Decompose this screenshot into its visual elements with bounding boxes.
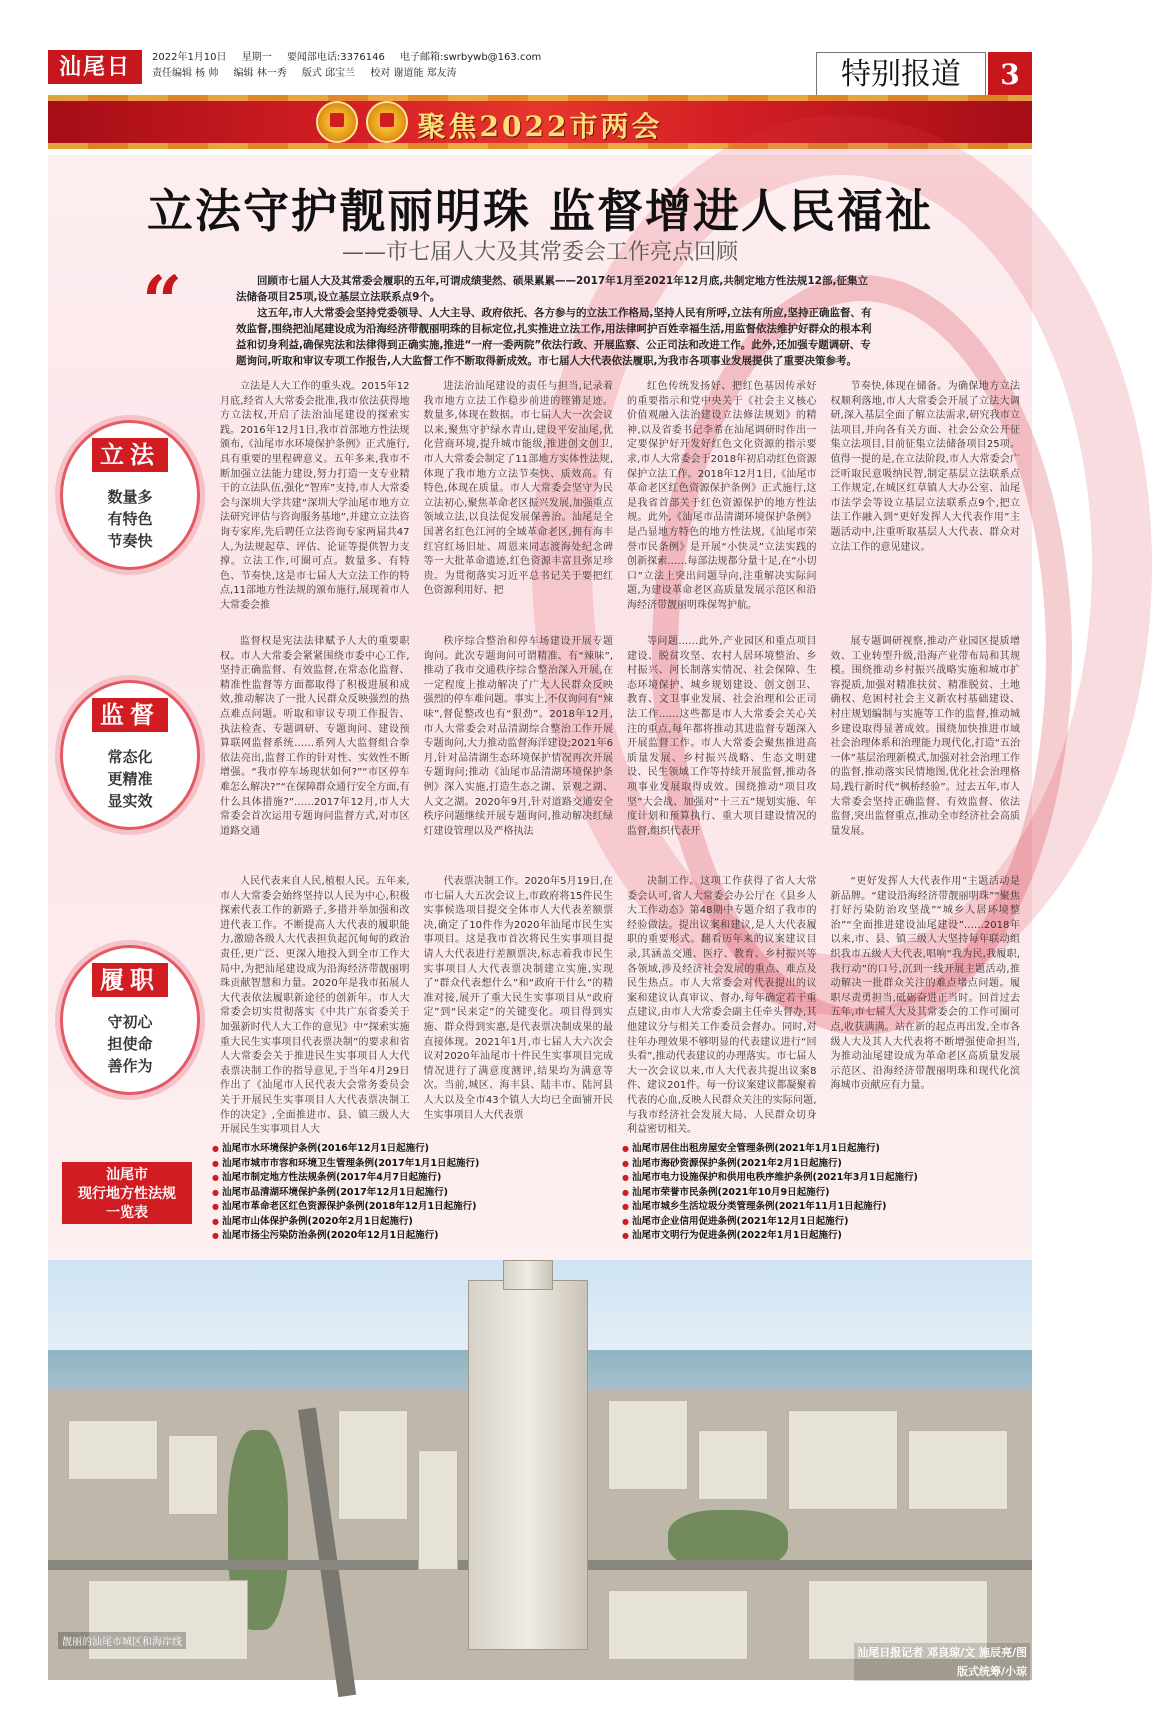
badge-line: 节奏快 — [107, 532, 153, 550]
section-badge-supervision — [60, 680, 200, 830]
laws-list-label — [62, 1162, 192, 1224]
body-column: 人民代表来自人民,植根人民。五年来,市人大常委会始终坚持以人民为中心,积极探索代表工作的新路子,多措并举加强和改进代表工作。不断提高人大代表的履职能力,激励各级人大代表担负起沉甸甸的政治责任,更广泛、更深入地投入到全市工作大局中,为把汕尾建设成为沿海经济带靓丽明珠贡献智慧和力量。2020年是我市拓展人大代表依法履职新途径的创新年。市人大常委会切实贯彻落实《中共广东省委关于加强新时代人大工作的意见》中“探索实施重大民生实事项目代表票决制”的要求和省人大常委会关于推进民生实事项目人大代表票决制工作的指导意见,于当年4月29日作出了《汕尾市人民代表大会常务委员会关于开展民生实事项目人大代表票决制工作的决定》,全面推进市、县、镇三级人大开展民生实事项目人大 — [220, 876, 410, 1136]
section-badge-legislation — [60, 420, 200, 570]
photo-caption: 靓丽的汕尾市城区和海岸线 — [58, 1632, 186, 1649]
list-item: ● 汕尾市革命老区红色资源保护条例(2018年12月1日起施行) — [212, 1200, 602, 1215]
intro-paragraph: 这五年,市人大常委会坚持党委领导、人大主导、政府依托、各方参与的立法工作格局,坚持人民有所呼,立法有所应,坚持正确监督、有效监督,围绕把汕尾建设成为沿海经济带靓丽明珠的目标定位,扎实推进立法工作,用法律呵护百姓幸福生活,用监督依法维护好群众的根本利益和切身利益,确保宪法和法律得到正确实施,推进“一府一委两院”依法行政、开展监察、公正司法和改进工作。此外,还加强专题调研、专题询问,听取和审议专项工作报告,人大监督工作不断取得新成效。市七届人大代表依法履职,为我市各项事业发展提供了重要决策参考。 — [236, 307, 872, 367]
intro-paragraph: 回顾市七届人大及其常委会履职的五年,可谓成绩斐然、硕果累累——2017年1月至2021年12月底,共制定地方性法规12部,征集立法储备项目25项,设立基层立法联系点9个。 — [236, 275, 868, 303]
body-column: 代表票决制工作。2020年5月19日,在市七届人大五次会议上,市政府将15件民生实事候选项目提交全体市人大代表差额票决,确定了10件作为2020年汕尾市民生实事项目。这是我市首次将民生实事项目提请人大代表进行差额票决,标志着我市民生实事项目人大代表票决制建立实施,实现了“群众代表想什么”和“政府干什么”的精准对接,展开了重大民生实事项目从“政府定”到“民来定”的关键变化。项目得到实施、群众得到实惠,是代表票决制成果的最直接体现。2021年1月,市七届人大六次会议对2020年汕尾市十件民生实事项目完成情况进行了满意度测评,结果均为满意等次。当前,城区、海丰县、陆丰市、陆河县人大以及全市43个镇人大均已全面铺开民生实事项目人大代表票 — [423, 876, 613, 1121]
badge-line: 常态化 — [107, 748, 153, 766]
banner-title: 聚焦2022市两会 — [417, 110, 663, 143]
list-item: ● 汕尾市城市市容和环境卫生管理条例(2017年1月1日起施行) — [212, 1157, 602, 1172]
list-item: ● 汕尾市城乡生活垃圾分类管理条例(2021年11月1日起施行) — [622, 1200, 1012, 1215]
section-tag: 监督 — [92, 698, 168, 732]
issue-date: 2022年1月10日 — [152, 52, 227, 63]
list-item: ● 汕尾市文明行为促进条例(2022年1月1日起施行) — [622, 1229, 1012, 1244]
label-line: 一览表 — [106, 1205, 148, 1221]
list-item: ● 汕尾市制定地方性法规条例(2017年4月7日起施行) — [212, 1171, 602, 1186]
desk-phone: 要闻部电话:3376146 — [286, 52, 385, 63]
duty-text — [220, 875, 1020, 1136]
body-column: 秩序综合整治和停车场建设开展专题询问。此次专题询问可谓精准、有“辣味”,推动了我市交通秩序综合整治深入开展,在一定程度上推动解决了广大人民群众反映强烈的停车难问题。事实上,不仅询问有“辣味”,督促整改也有“狠劲”。2018年12月,市人大常委会对品清湖综合整治工作开展专题询问,大力推动监督海洋建设;2021年6月,针对品清湖生态环境保护情况再次开展专题询问;推动《汕尾市品清湖环境保护条例》深入实施,打造生态之湖、景观之湖、人文之湖。2020年9月,针对道路交通安全秩序问题继续开展专题询问,推动解决红绿灯建设管理以及严格执法 — [423, 636, 613, 837]
page-editor: 编辑 林一秀 — [233, 68, 287, 79]
list-item: ● 汕尾市扬尘污染防治条例(2020年12月1日起施行) — [212, 1229, 602, 1244]
subheadline: ——市七届人大及其常委会工作亮点回顾 — [341, 240, 738, 265]
list-item: ● 汕尾市企业信用促进条例(2021年12月1日起施行) — [622, 1215, 1012, 1230]
section-name: 特别报道 — [816, 52, 986, 98]
label-line: 现行地方性法规 — [78, 1186, 176, 1202]
page-designer: 版式 邱宝兰 — [301, 68, 356, 79]
article-intro — [236, 273, 876, 369]
headline: 立法守护靓丽明珠 监督增进人民福祉 — [146, 184, 933, 238]
laws-list-left — [212, 1142, 602, 1244]
list-item: ● 汕尾市电力设施保护和供用电秩序维护条例(2021年3月1日起施行) — [622, 1171, 1012, 1186]
laws-list-right — [622, 1142, 1012, 1244]
body-column: “更好发挥人大代表作用”主题活动是新品牌。“建设沿海经济带靓丽明珠”“聚焦打好污染防治攻坚战”“城乡人居环境整治”“全面推进建设汕尾建设”……2018年以来,市、县、镇三级人大坚持每年联动组织我市五级人大代表,唱响“我为民,我履职,我行动”的口号,沉到一线开展主题活动,推动解决一批群众关注的难点堵点问题。履职尽责勇担当,砥砺奋进正当时。回首过去五年,市七届人大及其常委会的工作可圈可点,收获满满。站在新的起点再出发,全市各级人大及其人大代表将不断增强使命担当,为推动汕尾建设成为革命老区高质量发展示范区、沿海经济带靓丽明珠和现代化滨海城市贡献应有力量。 — [830, 876, 1020, 1092]
city-aerial-photo — [48, 1260, 1032, 1680]
masthead — [48, 48, 1032, 92]
section-badge-duty — [60, 945, 200, 1095]
issue-meta — [152, 50, 553, 82]
badge-line: 守初心 — [107, 1013, 153, 1031]
badge-line: 担使命 — [107, 1035, 153, 1053]
body-column: 红色传统发扬好、把红色基因传承好的重要指示和党中央关于《社会主义核心价值观融入法治建设立法修法规划》的精神,以及省委书记李希在汕尾调研时作出一定要保护好开发好红色文化资源的指示要求,市人大常委会于2018年初启动红色资源保护立法工作。2018年12月1日,《汕尾市革命老区红色资源保护条例》正式施行,这是我省首部关于红色资源保护的地方性法规。此外,《汕尾市品清湖环境保护条例》是凸显地方特色的地方性法规,《汕尾市荣誉市民条例》是开展“小快灵”立法实践的创新探索……每部法规都分量十足,在“小切口”立法上突出问题导向,注重解决实际问题,为建设革命老区高质量发展示范区和沿海经济带靓丽明珠保驾护航。 — [627, 381, 817, 611]
badge-line: 更精准 — [107, 770, 153, 788]
body-column: 进法治汕尾建设的责任与担当,记录着我市地方立法工作稳步前进的铿锵足迹。数量多,体现在数据。市七届人大一次会议以来,聚焦守护绿水青山,建设平安汕尾,优化营商环境,提升城市能级,推进创文创卫,市人大常委会制定了11部地方实体性法规,体现了我市地方立法节奏快、质效高。有特色,体现在质量。市人大常委会坚守为民立法初心,聚焦革命老区振兴发展,加强重点领域立法,以良法促发展保善治。汕尾是全国著名红色江河的全域革命老区,拥有海丰红宫红场旧址、周恩来同志渡海处纪念碑等一大批革命遗迹,红色资源丰富且弥足珍贵。为贯彻落实习近平总书记关于要把红色资源利用好、把 — [423, 381, 613, 597]
desk-email: 电子邮箱:swrbywb@163.com — [400, 52, 542, 63]
section-tag: 履职 — [92, 963, 168, 997]
proofreader: 校对 谢道能 郑友涛 — [370, 68, 457, 79]
quote-mark-icon: “ — [142, 260, 183, 343]
badge-line: 善作为 — [107, 1057, 153, 1075]
list-item: ● 汕尾市荣誉市民条例(2021年10月9日起施行) — [622, 1186, 1012, 1201]
body-column: 展专题调研视察,推动产业园区提质增效、工业转型升级,沿海产业带布局和其规模。围绕推动乡村振兴战略实施和城市扩容提质,加强对精准扶贫、精准脱贫、土地确权、危困村社会主义新农村基础建设、村庄规划编制与实施等工作的监督,推动城乡建设取得显著成效。围绕加快推进市域社会治理体系和治理能力现代化,打造“五治一体”基层治理新模式,加强对社会治理工作的监督,推动落实民情地图,优化社会治理格局,践行新时代“枫桥经验”。过去五年,市人大常委会坚持正确监督、有效监督、依法监督,突出监督重点,推动全市经济社会高质量发展。 — [830, 636, 1020, 837]
badge-line: 有特色 — [107, 510, 153, 528]
article-credits — [854, 1643, 1030, 1681]
article-area — [48, 155, 1032, 1280]
author-credit: 汕尾日报记者 邓良琼/文 施辰亮/图 — [854, 1643, 1030, 1662]
body-column: 监督权是宪法法律赋予人大的重要职权。市人大常委会紧紧围绕市委中心工作,坚持正确监督、有效监督,在常态化监督、精准性监督等方面都取得了积极进展和成效,推动解决了一批人民群众反映强烈的热点难点问题。听取和审议专项工作报告、执法检查、专题调研、专题询问、建设预算联网监督系统……系列人大监督组合拳依法亮出,监督工作的针对性、实效性不断增强。“我市停车场现状如何?”“市区停车难怎么解决?”“在保障群众通行安全方面,有什么具体措施?”……2017年12月,市人大常委会首次运用专题询问监督方式,对市区道路交通 — [220, 636, 410, 837]
list-item: ● 汕尾市海砂资源保护条例(2021年2月1日起施行) — [622, 1157, 1012, 1172]
body-column: 立法是人大工作的重头戏。2015年12月底,经省人大常委会批准,我市依法获得地方立法权,开启了法治汕尾建设的探索实践。2016年12月1日,我市首部地方性法规颁布,《汕尾市水环境保护条例》正式施行,具有重要的里程碑意义。五年多来,我市不断加强立法能力建设,努力打造一支专业精干的立法队伍,强化“智库”支持,市人大常委会与深圳大学共建“深圳大学汕尾市地方立法研究评估与咨询服务基地”,并建立立法咨询专家库,先后聘任立法咨询专家两届共47人,为法规起草、评估、论证等提供智力支撑。立法工作,可圈可点。数量多、有特色、节奏快,这是市七届人大立法工作的特点,11部地方性法规的颁布施行,展现着市人大常委会推 — [220, 381, 410, 611]
layout-credit: 版式统筹/小琼 — [854, 1662, 1030, 1681]
label-line: 汕尾市 — [106, 1167, 148, 1183]
badge-line: 显实效 — [107, 792, 153, 810]
list-item: ● 汕尾市居住出租房屋安全管理条例(2021年1月1日起施行) — [622, 1142, 1012, 1157]
badge-line: 数量多 — [107, 488, 153, 506]
body-column: 决制工作。这项工作获得了省人大常委会认可,省人大常委会办公厅在《县乡人大工作动态》第48期中专题介绍了我市的经验做法。提出议案和建议,是人大代表履职的重要形式。翻看历年来的议案建议目录,其涵盖交通、医疗、教育、乡村振兴等各领域,涉及经济社会发展的重点、难点及民生热点。市人大常委会对代表提出的议案和建议认真审议、督办,每年确定若干重点建议,由市人大常委会副主任牵头督办,其他建议分与相关工作委员会督办。同时,对往年办理效果不够明显的代表建议进行“回头看”,推动代表建议的办理落实。市七届人大一次会议以来,市人大代表共提出议案8件、建议201件。每一份议案建议都凝聚着代表的心血,反映人民群众关注的实际问题,与我市经济社会发展大局、人民群众切身利益密切相关。 — [627, 876, 817, 1136]
body-column: 等问题……此外,产业园区和重点项目建设、脱贫攻坚、农村人居环境整治、乡村振兴、河长制落实情况、社会保障、生态环境保护、城乡规划建设、创文创卫、教育、文卫事业发展、社会治理和公正司法工作……这些都是市人大常委会关心关注的重点,每年都将推动其进监督专题深入开展监督工作。市人大常委会聚焦推进高质量发展、乡村振兴战略、生态文明建设、民生领域工作等持续开展监督,推动各项事业发展取得成效。围绕推动“项目攻坚”大会战、加强对“十三五”规划实施、年度计划和预算执行、重大项目建设情况的监督,组织代表开 — [627, 636, 817, 837]
page-number: 3 — [988, 52, 1032, 98]
laws-list — [212, 1142, 1012, 1244]
newspaper-logo: 汕尾日 — [48, 50, 142, 84]
responsible-editor: 责任编辑 杨 帅 — [152, 68, 219, 79]
issue-weekday: 星期一 — [241, 52, 272, 63]
list-item: ● 汕尾市品清湖环境保护条例(2017年12月1日起施行) — [212, 1186, 602, 1201]
list-item: ● 汕尾市山体保护条例(2020年2月1日起施行) — [212, 1215, 602, 1230]
body-column: 节奏快,体现在储备。为确保地方立法权顺利落地,市人大常委会开展了立法大调研,深入基层全面了解立法需求,研究我市立法项目,并向各有关方面、社会公众公开征集立法项目,目前征集立法储备项目25项。值得一提的是,在立法阶段,市人大常委会广泛听取民意吸纳民智,制定基层立法联系点工作规定,在城区红草镇人大办公室、汕尾市法学会等设立基层立法联系点9个,把立法工作融入到“更好发挥人大代表作用”主题活动中,注重听取基层人大代表、群众对立法工作的意见建议。 — [830, 381, 1020, 553]
section-tag: 立法 — [92, 438, 168, 472]
supervision-text — [220, 635, 1020, 860]
list-item: ● 汕尾市水环境保护条例(2016年12月1日起施行) — [212, 1142, 602, 1157]
legislation-text — [220, 380, 1020, 620]
